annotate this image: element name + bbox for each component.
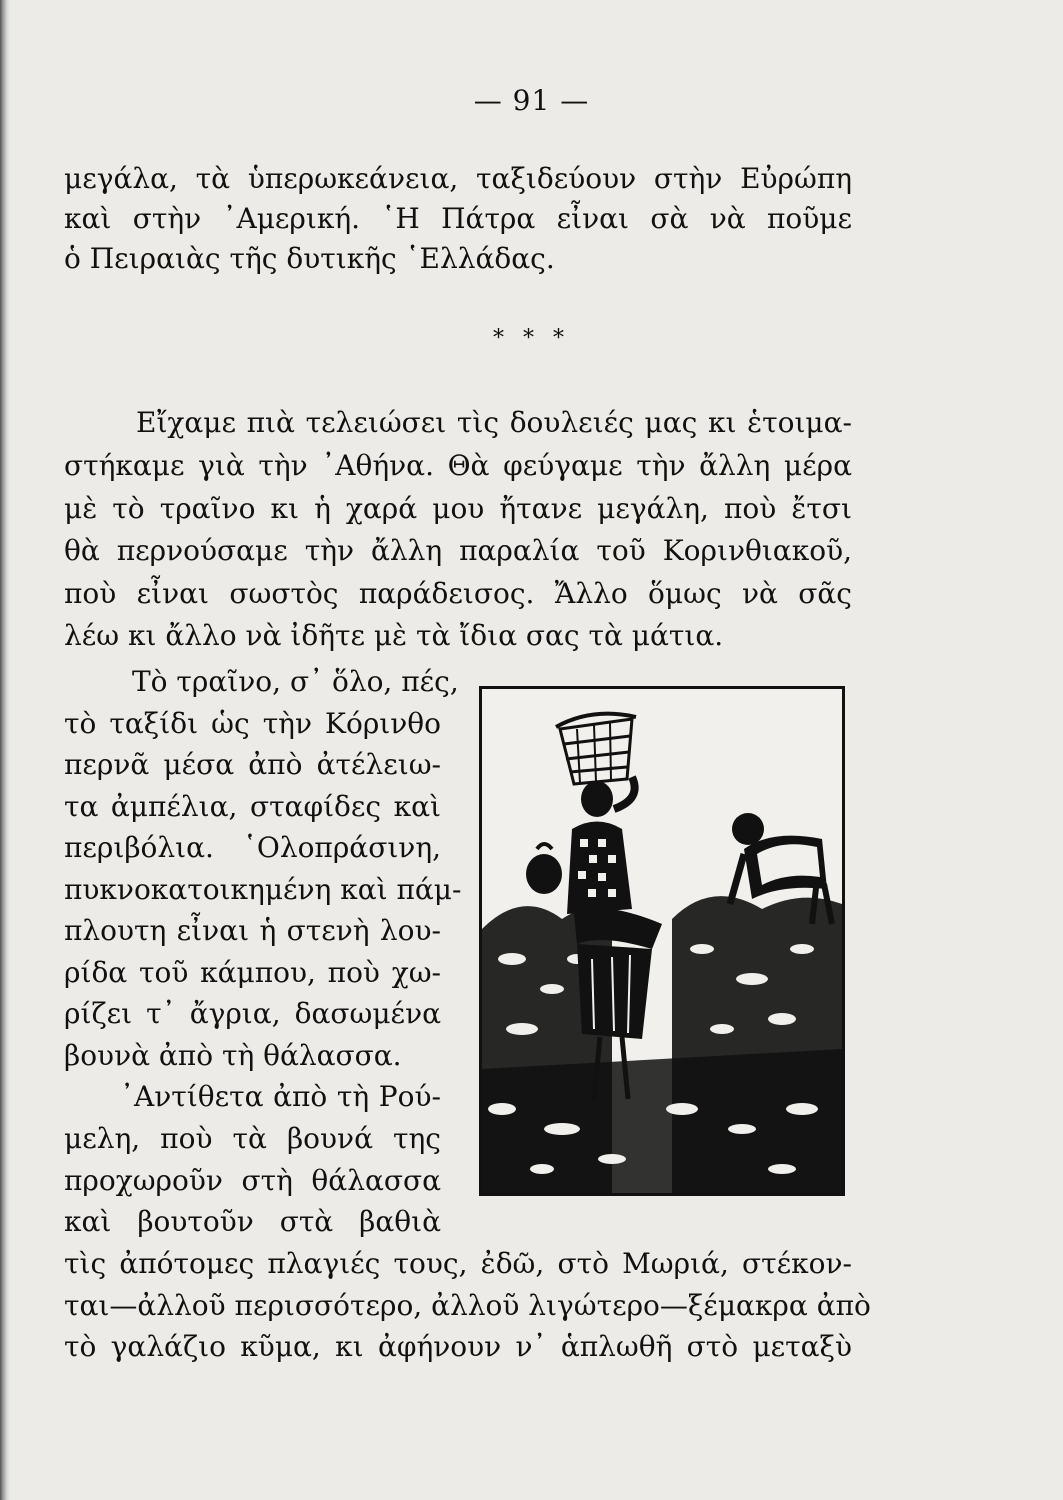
text-line: ρίδα τοῦ κάμπου, ποὺ χω- (64, 956, 441, 989)
text-line: ποὺ εἶναι σωστὸς παράδεισος. Ἄλλο ὅμως νὰ σᾶς (64, 577, 852, 610)
text-line: ρίζει τ᾿ ἄγρια, δασωμένα (64, 997, 441, 1030)
vineyard-illustration (479, 686, 845, 1196)
vineyard-ground (482, 896, 842, 1193)
page-number: — 91 — (473, 84, 590, 117)
text-line: πλουτη εἶναι ἡ στενὴ λου- (64, 914, 441, 947)
text-line: βουνὰ ἀπὸ τὴ θάλασσα. (64, 1039, 402, 1072)
text-line: τα ἀμπέλια, σταφίδες καὶ (64, 790, 441, 823)
text-line: καὶ στὴν ᾿Αμερική. ῾Η Πάτρα εἶναι σὰ νὰ ποῦμε (64, 202, 852, 235)
text-line: μεγάλα, τὰ ὑπερωκεάνεια, ταξιδεύουν στὴν Εὐρώπη (64, 162, 852, 195)
text-line: μὲ τὸ τραῖνο κι ἡ χαρά μου ἤτανε μεγάλη, ποὺ ἔτσι (64, 492, 852, 525)
text-line: περνᾶ μέσα ἀπὸ ἀτέλειω- (64, 748, 441, 781)
text-line: τὸ ταξίδι ὡς τὴν Κόρινθο (64, 707, 441, 740)
text-line: Τὸ τραῖνο, σ᾿ ὅλο, πές, (132, 665, 459, 698)
text-line: ὁ Πειραιὰς τῆς δυτικῆς ῾Ελλάδας. (64, 242, 555, 275)
text-line: Εἴχαμε πιὰ τελειώσει τὶς δουλειές μας κι ἑτοιμα- (136, 406, 852, 439)
page-binding-edge (0, 0, 10, 1500)
section-separator: * * * (493, 326, 570, 351)
text-line: τὸ γαλάζιο κῦμα, κι ἀφήνουν ν᾿ ἁπλωθῆ στὸ μεταξὺ (64, 1330, 852, 1363)
text-line: προχωροῦν στὴ θάλασσα (64, 1164, 441, 1197)
text-line: καὶ βουτοῦν στὰ βαθιὰ (64, 1205, 441, 1238)
vineyard-drawing (482, 689, 842, 1193)
text-line: λέω κι ἄλλο νὰ ἰδῆτε μὲ τὰ ἴδια σας τὰ μάτια. (64, 619, 724, 652)
text-line: μελη, ποὺ τὰ βουνά της (64, 1122, 441, 1155)
text-line: θὰ περνούσαμε τὴν ἄλλη παραλία τοῦ Κορινθιακοῦ, (64, 534, 852, 567)
text-line: περιβόλια. ῾Ολοπράσινη, (64, 831, 441, 864)
text-line: ᾿Αντίθετα ἀπὸ τὴ Ρού- (120, 1080, 441, 1113)
text-line: πυκνοκατοικημένη καὶ πάμ- (64, 873, 462, 906)
text-line: τὶς ἀπότομες πλαγιές τους, ἐδῶ, στὸ Μωριά, στέκον- (64, 1247, 852, 1280)
text-line: στήκαμε γιὰ τὴν ᾿Αθήνα. Θὰ φεύγαμε τὴν ἄλλη μέρα (64, 449, 852, 482)
text-line: ται—ἀλλοῦ περισσότερο, ἀλλοῦ λιγώτερο—ξέμακρα ἀπὸ (64, 1289, 871, 1322)
